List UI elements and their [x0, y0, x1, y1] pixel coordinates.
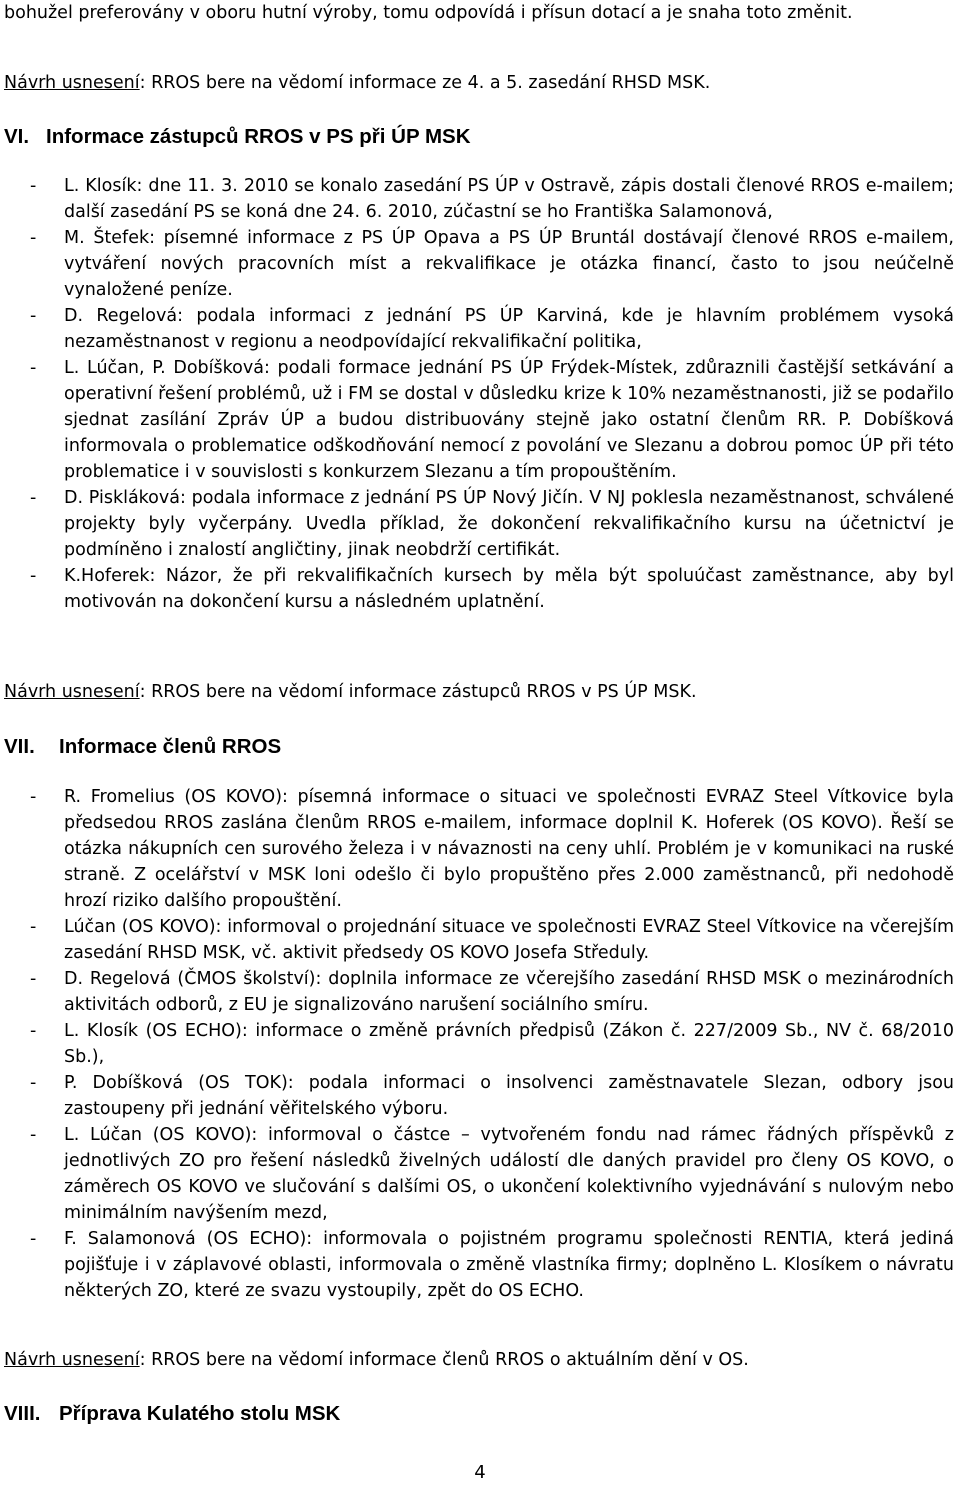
list-dash: - — [30, 228, 37, 248]
list-item-text: Lúčan (OS KOVO): informoval o projednání situace ve společnosti EVRAZ Steel Vítkovice na včerejším zasedání RHSD MSK, vč. aktivit předsedy OS KOVO Josefa Středuly. — [64, 917, 954, 963]
list-dash: - — [30, 1073, 37, 1093]
list-item-text: R. Fromelius (OS KOVO): písemná informace o situaci ve společnosti EVRAZ Steel Vítkovice byla předsedou RROS zaslána členům RROS e-mailem, informace doplnil K. Hoferek (OS KOVO). Řeší se otázka nákupních cen surového železa i v návaznosti na ceny uhlí. Problém je v komunikaci na ruské straně. Z ocelářství v MSK loni odešlo či bylo propuštěno přes 2.000 zaměstnanců, při nedohodě hrozí riziko dalšího propouštění. — [64, 787, 954, 911]
section-number: VII. — [4, 735, 35, 758]
intro-paragraph: bohužel preferovány v oboru hutní výroby, tomu odpovídá i přísun dotací a je snaha toto změnit. — [4, 3, 853, 23]
list-item — [0, 966, 954, 1018]
list-item — [0, 1070, 954, 1122]
list-item-text: D. Regelová: podala informaci z jednání PS ÚP Karviná, kde je hlavním problémem vysoká nezaměstnanost v regionu a neodpovídající rekvalifikační politika, — [64, 306, 954, 352]
section-title: Informace členů RROS — [59, 735, 282, 758]
section-title: Informace zástupců RROS v PS při ÚP MSK — [46, 125, 471, 148]
list-item — [0, 563, 954, 615]
list-item — [0, 355, 954, 485]
list-dash: - — [30, 787, 37, 807]
section-number: VIII. — [4, 1402, 41, 1425]
list-item — [0, 1122, 954, 1226]
list-dash: - — [30, 566, 37, 586]
list-item — [0, 303, 954, 355]
section-number: VI. — [4, 125, 30, 148]
proposal-1 — [4, 70, 710, 96]
list-item-text: P. Dobíšková (OS TOK): podala informaci o insolvenci zaměstnavatele Slezan, odbory jsou zastoupeny při jednání věřitelského výboru. — [64, 1073, 954, 1119]
list-item — [0, 173, 954, 225]
list-dash: - — [30, 1229, 37, 1249]
list-dash: - — [30, 1021, 37, 1041]
proposal-label: Návrh usnesení — [4, 73, 140, 93]
list-item-text: D. Regelová (ČMOS školství): doplnila informace ze včerejšího zasedání RHSD MSK o mezinárodních aktivitách odborů, z EU je signalizováno narušení sociálního smíru. — [64, 969, 954, 1015]
section-6-list — [0, 173, 954, 615]
page-number: 4 — [474, 1462, 486, 1483]
list-dash: - — [30, 917, 37, 937]
section-heading-8 — [4, 1402, 340, 1426]
proposal-2 — [4, 679, 697, 705]
section-7-list — [0, 784, 954, 1304]
proposal-text: : RROS bere na vědomí informace členů RROS o aktuálním dění v OS. — [139, 1350, 749, 1370]
list-item — [0, 784, 954, 914]
list-item-text: L. Klosík (OS ECHO): informace o změně právních předpisů (Zákon č. 227/2009 Sb., NV č. 68/2010 Sb.), — [64, 1021, 954, 1067]
section-title: Příprava Kulatého stolu MSK — [59, 1402, 341, 1425]
list-item — [0, 225, 954, 303]
list-dash: - — [30, 969, 37, 989]
list-item-text: F. Salamonová (OS ECHO): informovala o pojistném programu společnosti RENTIA, která jediná pojišťuje i v záplavové oblasti, informovala o změně vlastníka firmy; doplněno L. Klosíkem o návratu některých ZO, které ze svazu vystoupily, zpět do OS ECHO. — [64, 1229, 954, 1301]
list-item — [0, 914, 954, 966]
list-dash: - — [30, 358, 37, 378]
list-item — [0, 1226, 954, 1304]
proposal-label: Návrh usnesení — [4, 1350, 140, 1370]
list-item-text: M. Štefek: písemné informace z PS ÚP Opava a PS ÚP Bruntál dostávají členové RROS e-mailem, vytváření nových pracovních míst a rekvalifikace je otázka financí, často to jsou neúčelně vynaložené peníze. — [64, 228, 954, 300]
list-item-text: L. Klosík: dne 11. 3. 2010 se konalo zasedání PS ÚP v Ostravě, zápis dostali členové RROS e-mailem; další zasedání PS se koná dne 24. 6. 2010, zúčastní se ho Františka Salamonová, — [64, 176, 954, 222]
section-heading-6 — [4, 125, 471, 149]
list-item-text: L. Lúčan (OS KOVO): informoval o částce – vytvořeném fondu nad rámec řádných příspěvků z jednotlivých ZO pro řešení následků živelných událostí dle daných pravidel pro členy OS KOVO, o záměrech OS KOVO ve slučování s dalšími OS, o ukončení kolektivního vyjednávání s nulovým nebo minimálním navýšením mezd, — [64, 1125, 954, 1223]
list-dash: - — [30, 488, 37, 508]
list-dash: - — [30, 176, 37, 196]
list-item-text: D. Piskláková: podala informace z jednání PS ÚP Nový Jičín. V NJ poklesla nezaměstnanost, schválené projekty byly vyčerpány. Uvedla příklad, že dokončení rekvalifikačního kursu na účetnictví je podmíněno i znalostí angličtiny, jinak neobdrží certifikát. — [64, 488, 954, 560]
section-heading-7 — [4, 735, 281, 759]
list-dash: - — [30, 306, 37, 326]
list-item — [0, 1018, 954, 1070]
proposal-text: : RROS bere na vědomí informace zástupců RROS v PS ÚP MSK. — [139, 682, 697, 702]
proposal-label: Návrh usnesení — [4, 682, 140, 702]
list-item — [0, 485, 954, 563]
list-item-text: L. Lúčan, P. Dobíšková: podali formace jednání PS ÚP Frýdek-Místek, zdůraznili častější setkávání a operativní řešení problémů, už i FM se dostal v důsledku krize k 10% nezaměstnanosti, již se podařilo sjednat zasílání Zpráv ÚP a budou distribuovány stejně jako ostatní členům RR. P. Dobíšková informovala o problematice odškodňování nemocí z povolání ve Slezanu a dobrou pomoc ÚP při této problematice i v souvislosti s konkurzem Slezanu a tím propouštěním. — [64, 358, 954, 482]
proposal-text: : RROS bere na vědomí informace ze 4. a 5. zasedání RHSD MSK. — [139, 73, 711, 93]
list-dash: - — [30, 1125, 37, 1145]
list-item-text: K.Hoferek: Názor, že při rekvalifikačních kursech by měla být spoluúčast zaměstnance, aby byl motivován na dokončení kursu a následném uplatnění. — [64, 566, 954, 612]
proposal-3 — [4, 1347, 749, 1373]
